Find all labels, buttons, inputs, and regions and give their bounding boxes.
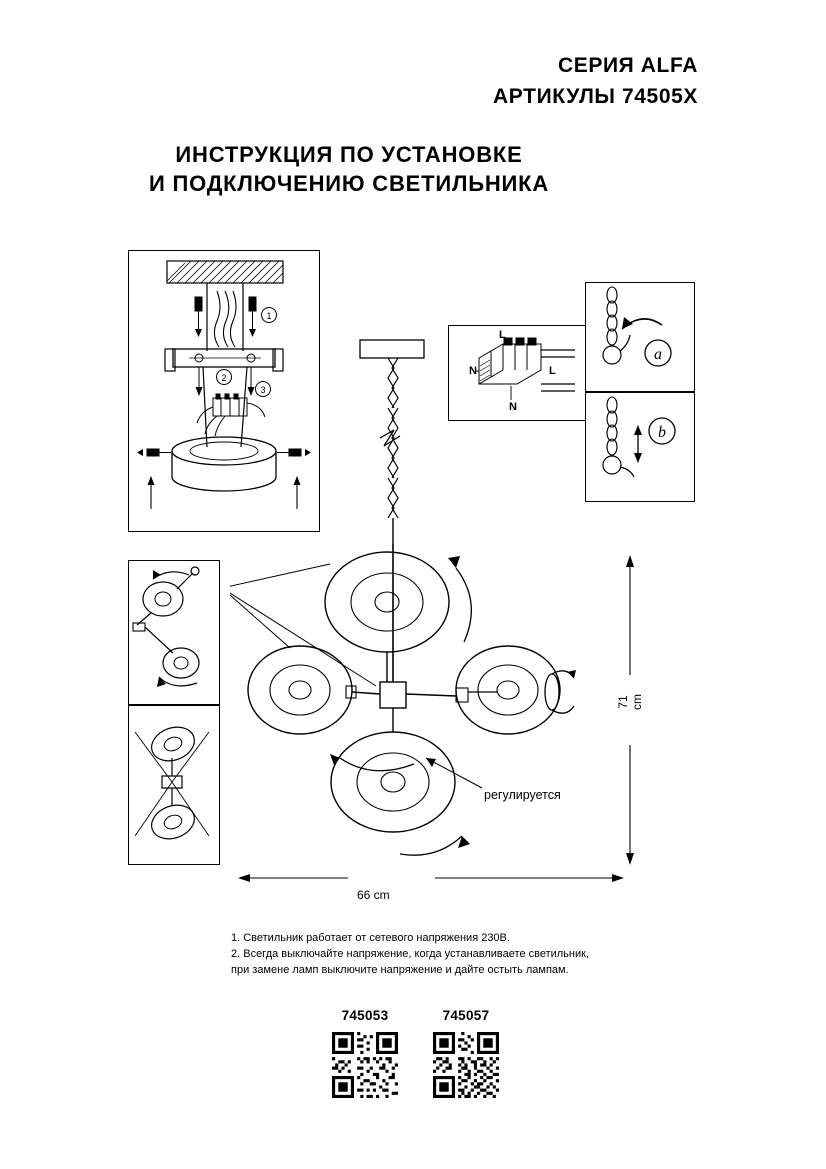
product-code-block-2 [421, 1008, 511, 1098]
width-dimension [230, 862, 630, 892]
page-title-line1: ИНСТРУКЦИЯ ПО УСТАНОВКЕ [175, 142, 523, 167]
page-title [0, 140, 698, 198]
terminal-label-L-top: L [499, 329, 506, 341]
step-1-callout [262, 308, 277, 323]
qr-code-2 [433, 1032, 499, 1098]
safety-notes [231, 930, 651, 978]
note-line-1: 1. Светильник работает от сетевого напряжения 230В. [231, 932, 510, 944]
shade-tilt-detail-drawing [129, 706, 218, 863]
product-code-number-1: 745053 [341, 1008, 389, 1023]
shade-right [406, 646, 560, 734]
note-line-2: 2. Всегда выключайте напряжение, когда устанавливаете светильник, [231, 948, 590, 960]
svg-text:2: 2 [221, 373, 227, 383]
svg-text:1: 1 [266, 311, 272, 321]
width-dimension-label: 66 cm [357, 888, 390, 902]
shade-left [248, 646, 380, 734]
shade-rotation-detail-panel [128, 560, 220, 705]
marker-b-letter: b [658, 424, 666, 441]
product-code-number-2: 745057 [442, 1008, 490, 1023]
series-label: СЕРИЯ ALFA [557, 54, 698, 77]
marker-a-letter: a [654, 346, 662, 363]
shade-rotation-detail-drawing [129, 561, 218, 703]
svg-text:3: 3 [260, 385, 266, 395]
article-label: АРТИКУЛЫ 74505X [493, 85, 698, 108]
product-code-block-1 [320, 1008, 410, 1098]
terminal-label-N-left: N [469, 365, 477, 377]
adjustable-label: регулируется [484, 788, 561, 802]
note-line-3: при замене ламп выключите напряжение и дайте остыть лампам. [231, 964, 569, 976]
page-title-line2: И ПОДКЛЮЧЕНИЮ СВЕТИЛЬНИКА [148, 171, 550, 196]
terminal-label-N-bottom: N [509, 401, 517, 413]
main-fixture-drawing [230, 330, 650, 900]
shade-tilt-detail-panel [128, 705, 220, 865]
height-dimension-label: 71 cm [616, 694, 644, 710]
terminal-label-L-right: L [549, 365, 556, 377]
shade-top [325, 552, 449, 682]
qr-code-1 [332, 1032, 398, 1098]
